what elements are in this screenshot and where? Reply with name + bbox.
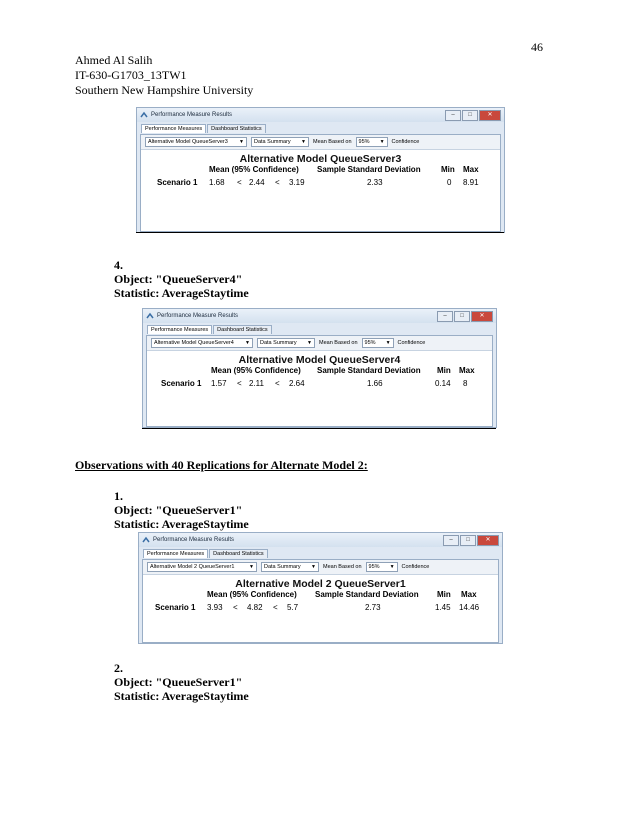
- chevron-down-icon: ▼: [239, 139, 244, 145]
- confidence-dropdown[interactable]: 95% ▼: [366, 562, 398, 572]
- min-value: 0: [447, 178, 452, 187]
- mean-value: 2.11: [249, 379, 264, 388]
- scenario-label: Scenario 1: [155, 603, 196, 612]
- minimize-button[interactable]: –: [443, 535, 459, 546]
- lt-sign: <: [237, 178, 242, 187]
- col-mean: Mean (95% Confidence): [207, 590, 297, 599]
- col-mean: Mean (95% Confidence): [211, 366, 301, 375]
- chevron-down-icon: ▼: [379, 139, 385, 145]
- item-1-statistic: Statistic: AverageStaytime: [114, 517, 249, 531]
- chevron-down-icon: ▼: [249, 564, 254, 570]
- section-4-object: Object: "QueueServer4": [114, 272, 243, 286]
- confidence-label: Confidence: [397, 340, 426, 346]
- result-title: Alternative Model 2 QueueServer1: [235, 578, 406, 590]
- item-1-number: 1.: [114, 489, 123, 503]
- confidence-label: Confidence: [391, 139, 420, 145]
- chevron-down-icon: ▼: [307, 340, 312, 346]
- lt-sign: <: [273, 603, 278, 612]
- close-button[interactable]: ✕: [471, 311, 493, 322]
- window-title: Performance Measure Results: [157, 313, 239, 319]
- confidence-dropdown[interactable]: 95% ▼: [356, 137, 388, 147]
- lt-sign: <: [237, 379, 242, 388]
- result-title: Alternative Model QueueServer3: [239, 153, 402, 165]
- app-icon: [142, 536, 150, 544]
- col-min: Min: [437, 366, 451, 375]
- results-window-queueserver3: [136, 107, 505, 233]
- statistic-dropdown[interactable]: Data Summary ▼: [261, 562, 319, 572]
- col-max: Max: [461, 590, 477, 599]
- min-value: 0.14: [435, 379, 451, 388]
- scenario-label: Scenario 1: [157, 178, 198, 187]
- mean-based-label: Mean Based on: [313, 139, 352, 145]
- tab-dashboard-statistics[interactable]: Dashboard Statistics: [207, 124, 265, 133]
- col-max: Max: [459, 366, 475, 375]
- confidence-dropdown[interactable]: 95% ▼: [362, 338, 394, 348]
- window-title: Performance Measure Results: [151, 112, 233, 118]
- model-dropdown[interactable]: Alternative Model 2 QueueServer1 ▼: [147, 562, 257, 572]
- tab-dashboard-statistics[interactable]: Dashboard Statistics: [213, 325, 271, 334]
- section-4-statistic: Statistic: AverageStaytime: [114, 286, 249, 300]
- ci-low: 3.93: [207, 603, 223, 612]
- col-ssd: Sample Standard Deviation: [317, 165, 421, 174]
- col-mean: Mean (95% Confidence): [209, 165, 299, 174]
- max-value: 8.91: [463, 178, 479, 187]
- item-2-number: 2.: [114, 661, 123, 675]
- window-controls: [437, 311, 493, 322]
- item-2-statistic: Statistic: AverageStaytime: [114, 689, 249, 703]
- window-controls: [445, 110, 501, 121]
- model-dropdown[interactable]: Alternative Model QueueServer3 ▼: [145, 137, 247, 147]
- divider: [136, 232, 504, 233]
- maximize-button[interactable]: □: [460, 535, 476, 546]
- mean-based-label: Mean Based on: [323, 564, 362, 570]
- section-4-number: 4.: [114, 258, 123, 272]
- table-row: [143, 603, 498, 616]
- close-button[interactable]: ✕: [477, 535, 499, 546]
- observations-heading: Observations with 40 Replications for Alternate Model 2:: [75, 458, 368, 472]
- statistic-dropdown[interactable]: Data Summary ▼: [257, 338, 315, 348]
- chevron-down-icon: ▼: [385, 340, 391, 346]
- maximize-button[interactable]: □: [462, 110, 478, 121]
- mean-value: 4.82: [247, 603, 263, 612]
- col-ssd: Sample Standard Deviation: [317, 366, 421, 375]
- statistic-dropdown[interactable]: Data Summary ▼: [251, 137, 309, 147]
- ci-high: 2.64: [289, 379, 305, 388]
- header-author: Ahmed Al Salih: [75, 53, 153, 67]
- app-icon: [140, 111, 148, 119]
- chevron-down-icon: ▼: [389, 564, 395, 570]
- chevron-down-icon: ▼: [245, 340, 250, 346]
- window-controls: [443, 535, 499, 546]
- ssd-value: 2.33: [367, 178, 383, 187]
- mean-value: 2.44: [249, 178, 265, 187]
- header-university: Southern New Hampshire University: [75, 83, 254, 97]
- model-dropdown[interactable]: Alternative Model QueueServer4 ▼: [151, 338, 253, 348]
- close-button[interactable]: ✕: [479, 110, 501, 121]
- tab-performance-measures[interactable]: Performance Measures: [141, 124, 206, 133]
- chevron-down-icon: ▼: [301, 139, 306, 145]
- item-2-object: Object: "QueueServer1": [114, 675, 243, 689]
- col-max: Max: [463, 165, 479, 174]
- table-row: [141, 178, 500, 191]
- lt-sign: <: [275, 379, 280, 388]
- minimize-button[interactable]: –: [437, 311, 453, 322]
- max-value: 8: [463, 379, 468, 388]
- divider: [142, 428, 496, 429]
- results-window-model2-queueserver1: [138, 532, 503, 644]
- app-icon: [146, 312, 154, 320]
- item-1-object: Object: "QueueServer1": [114, 503, 243, 517]
- scenario-label: Scenario 1: [161, 379, 202, 388]
- maximize-button[interactable]: □: [454, 311, 470, 322]
- lt-sign: <: [275, 178, 280, 187]
- tab-performance-measures[interactable]: Performance Measures: [143, 549, 208, 558]
- header-course: IT-630-G1703_13TW1: [75, 68, 187, 82]
- window-title: Performance Measure Results: [153, 537, 235, 543]
- ci-high: 5.7: [287, 603, 299, 612]
- tab-performance-measures[interactable]: Performance Measures: [147, 325, 212, 334]
- ci-low: 1.68: [209, 178, 225, 187]
- chevron-down-icon: ▼: [311, 564, 316, 570]
- tab-dashboard-statistics[interactable]: Dashboard Statistics: [209, 549, 267, 558]
- max-value: 14.46: [459, 603, 480, 612]
- page-number: 46: [531, 40, 543, 54]
- results-window-queueserver4: [142, 308, 497, 428]
- col-min: Min: [441, 165, 455, 174]
- ssd-value: 2.73: [365, 603, 381, 612]
- ci-low: 1.57: [211, 379, 227, 388]
- result-title: Alternative Model QueueServer4: [238, 354, 401, 366]
- confidence-label: Confidence: [401, 564, 430, 570]
- ssd-value: 1.66: [367, 379, 383, 388]
- mean-based-label: Mean Based on: [319, 340, 358, 346]
- col-ssd: Sample Standard Deviation: [315, 590, 419, 599]
- min-value: 1.45: [435, 603, 451, 612]
- col-min: Min: [437, 590, 451, 599]
- ci-high: 3.19: [289, 178, 305, 187]
- table-row: [147, 379, 492, 392]
- minimize-button[interactable]: –: [445, 110, 461, 121]
- lt-sign: <: [233, 603, 238, 612]
